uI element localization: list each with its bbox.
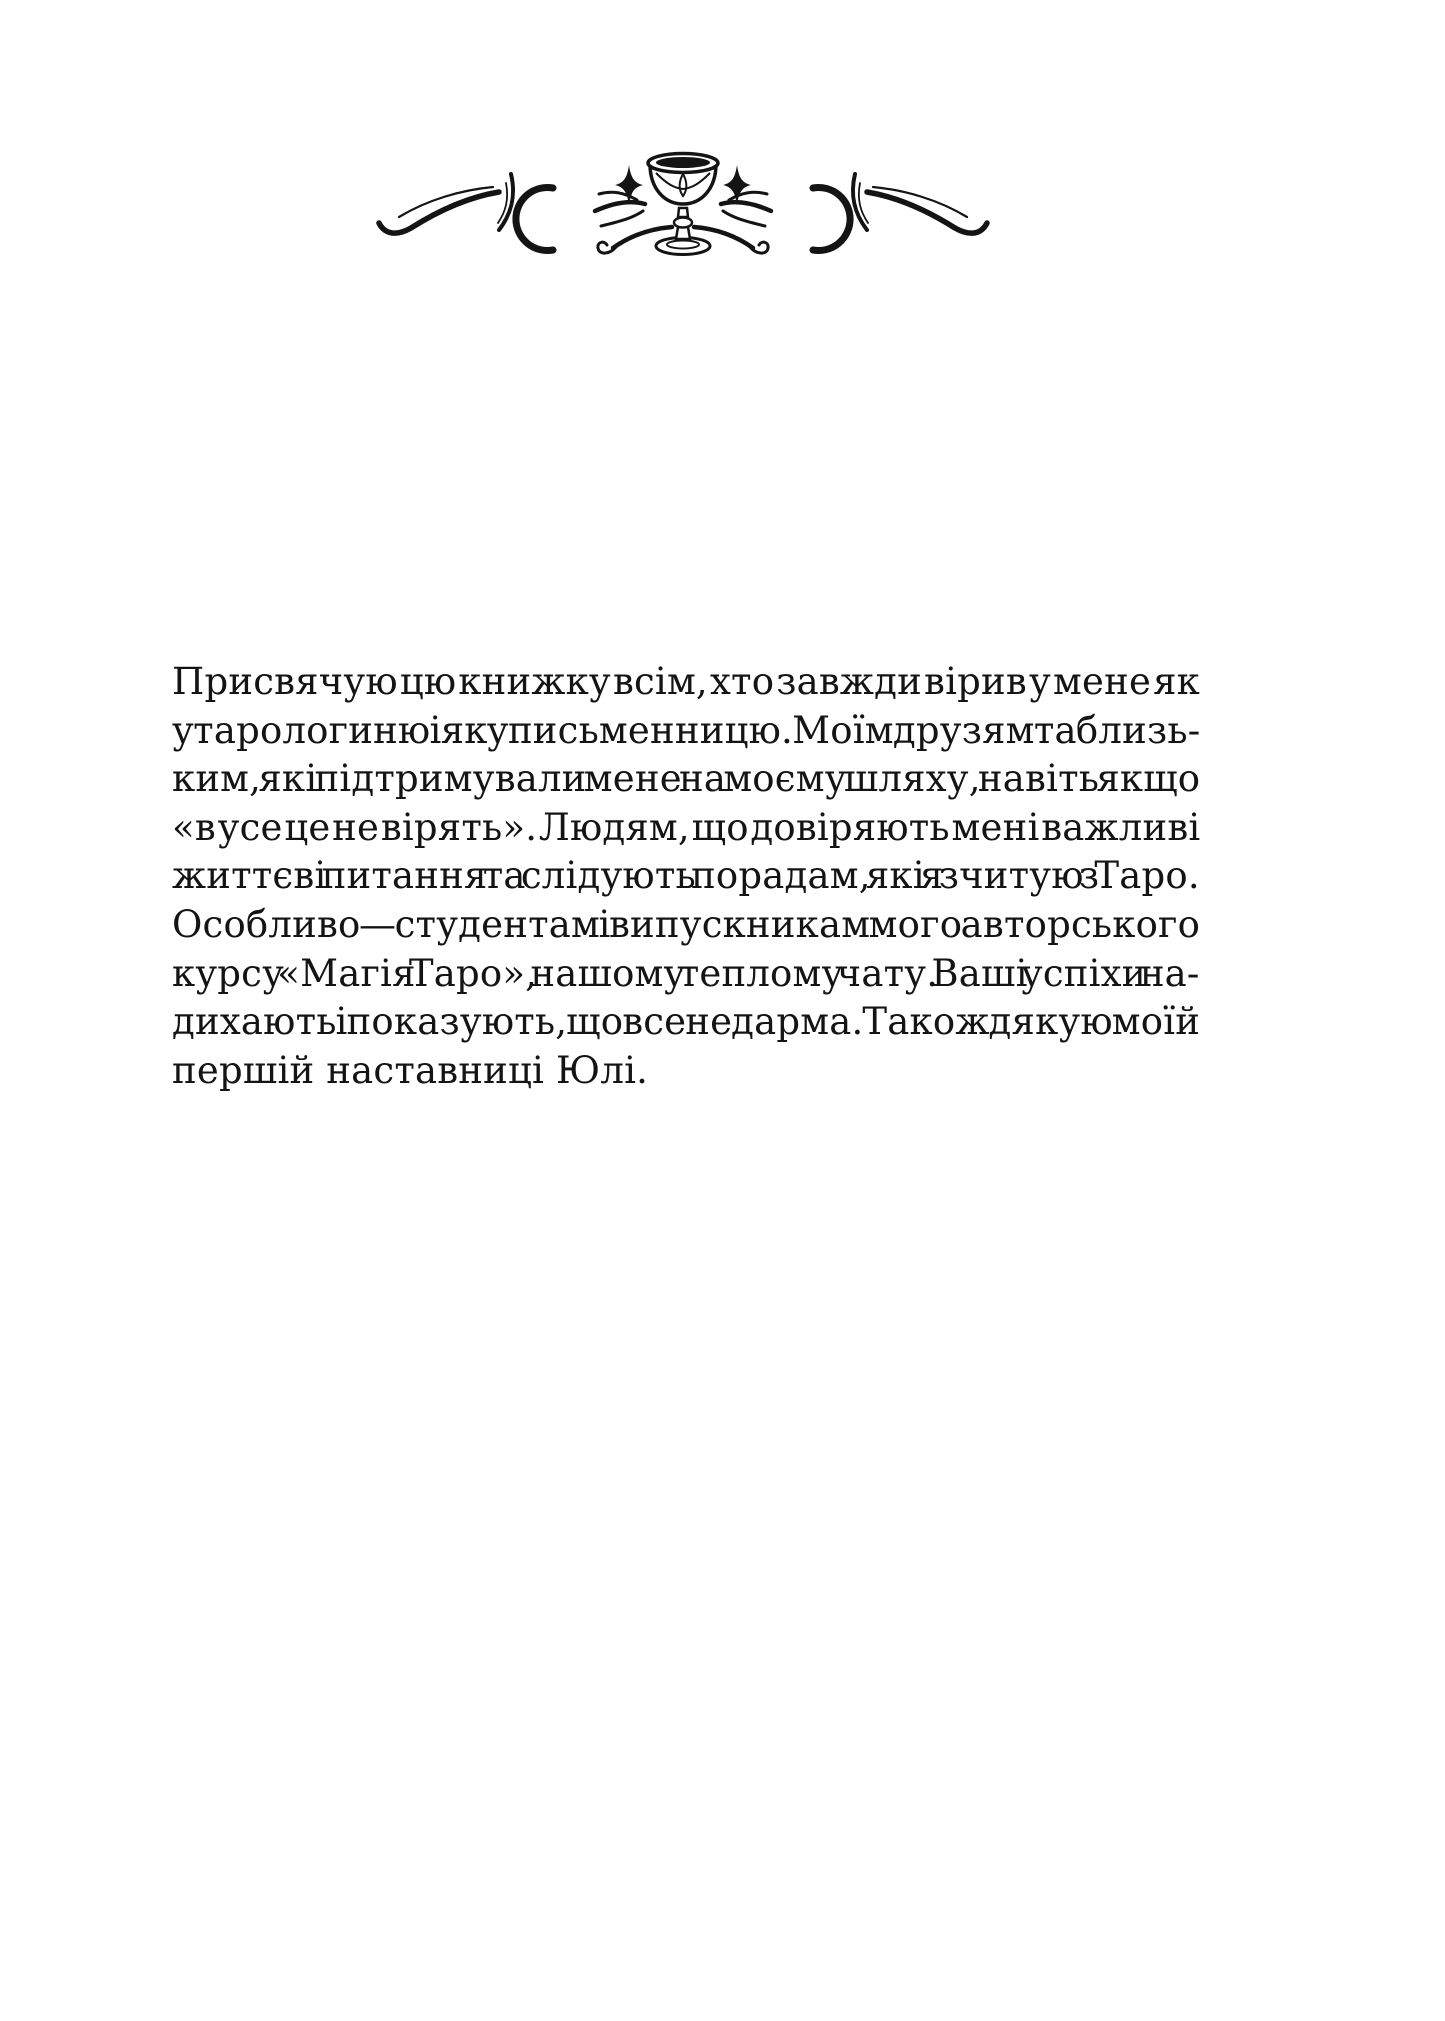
dedication-line: життєві питання та слідують порадам, які я зчитую з Таро.: [172, 854, 1200, 898]
dedication-line: Особливо — студентам і випускникам мого авторського: [172, 902, 1201, 946]
dedication-line: Присвячую цю книжку всім, хто завжди вірив у мене як: [172, 660, 1200, 703]
dedication-line: у тарологиню і як у письменницю. Моїм друзям та близь-: [172, 708, 1201, 752]
chalice-flourish-ornament: [373, 147, 993, 259]
dedication-line: курсу «Магія Таро», нашому теплому чату. Ваші успіхи на-: [172, 951, 1200, 995]
dedication-line: ким, які підтримували мене на моєму шляху, навіть якщо: [172, 757, 1201, 801]
ornament-svg: [373, 147, 993, 259]
dedication-line: першій наставниці Юлі.: [172, 1048, 649, 1092]
dedication-line: «в усе це не вірять». Людям, що довіряють мені важливі: [172, 805, 1201, 849]
dedication-line: дихають і показують, що все не дарма. Також дякую моїй: [172, 1000, 1201, 1044]
chalice-icon: [648, 154, 718, 255]
dedication-text: [172, 658, 1200, 1095]
